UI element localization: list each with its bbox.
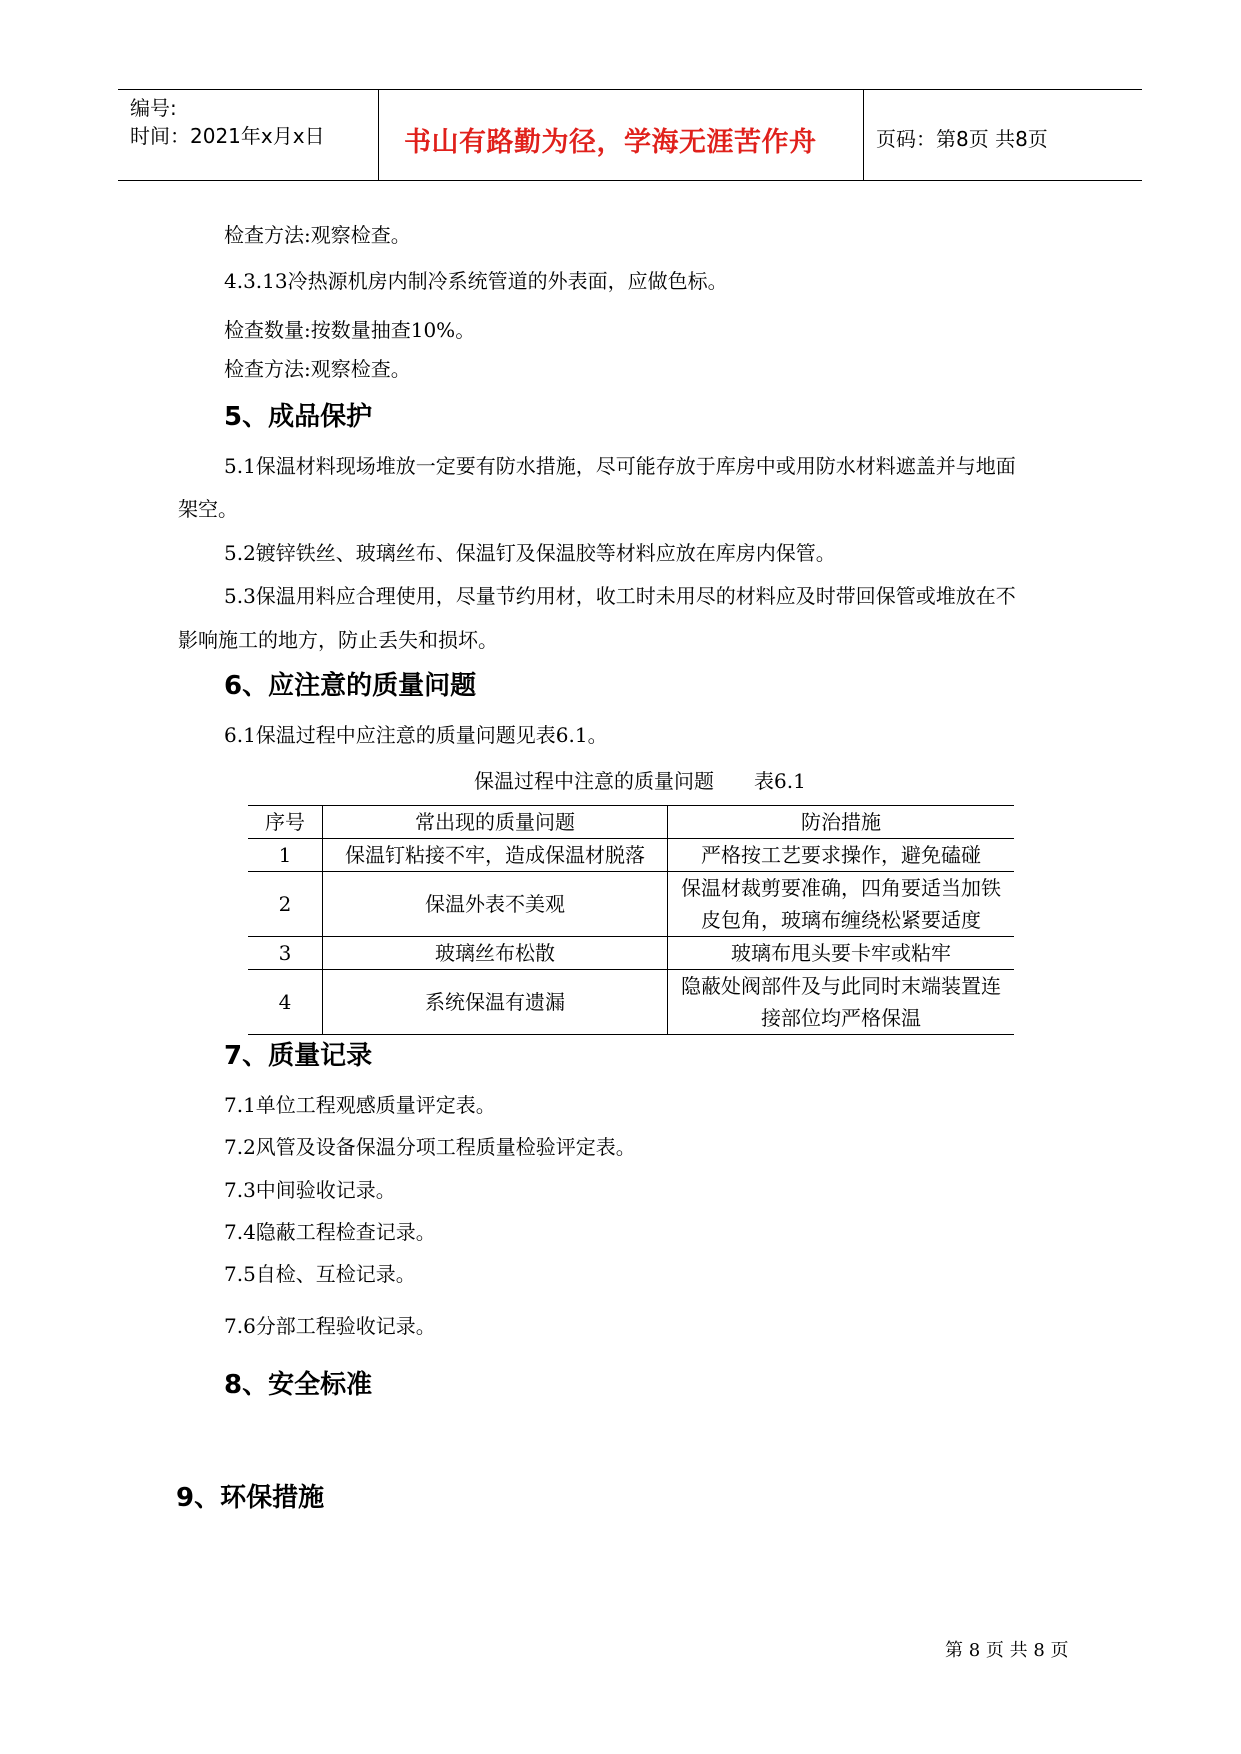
section6-intro: 6.1保温过程中应注意的质量问题见表6.1。 (224, 723, 608, 747)
cell-problem: 保温钉粘接不牢，造成保温材脱落 (323, 839, 668, 872)
table-row (248, 937, 1014, 970)
cell-measure: 玻璃布甩头要卡牢或粘牢 (668, 937, 1015, 970)
footer-page-number: 第 8 页 共 8 页 (945, 1640, 1069, 1661)
header-number-label: 编号: (130, 96, 177, 120)
header-divider-left (378, 89, 379, 181)
section5-item: 5.1保温材料现场堆放一定要有防水措施，尽可能存放于库房中或用防水材料遮盖并与地面 (224, 454, 1016, 478)
section-heading-6: 6、应注意的质量问题 (224, 671, 477, 701)
header-bottom-rule (118, 180, 1142, 181)
table-caption-number: 表6.1 (754, 769, 806, 793)
paragraph: 检查方法:观察检查。 (224, 357, 411, 381)
cell-measure: 保温材裁剪要准确，四角要适当加铁皮包角，玻璃布缠绕松紧要适度 (668, 872, 1015, 937)
cell-problem: 系统保温有遗漏 (323, 970, 668, 1035)
cell-problem: 玻璃丝布松散 (323, 937, 668, 970)
table-row (248, 872, 1014, 937)
section5-item-continuation: 影响施工的地方，防止丢失和损坏。 (178, 628, 498, 652)
header-page-label: 页码：第8页 共8页 (876, 127, 1048, 151)
section7-item: 7.1单位工程观感质量评定表。 (224, 1093, 496, 1117)
table-caption (474, 765, 806, 794)
section-heading-7: 7、质量记录 (224, 1041, 373, 1071)
quality-issues-table (248, 805, 1014, 1035)
cell-no: 4 (248, 970, 323, 1035)
cell-measure: 严格按工艺要求操作，避免磕碰 (668, 839, 1015, 872)
section-heading-5: 5、成品保护 (224, 402, 373, 432)
table-header-row (248, 806, 1014, 839)
section5-item-continuation: 架空。 (178, 497, 238, 521)
section-heading-9: 9、环保措施 (176, 1483, 325, 1513)
section5-item: 5.2镀锌铁丝、玻璃丝布、保温钉及保温胶等材料应放在库房内保管。 (224, 541, 836, 565)
column-header-measure: 防治措施 (668, 806, 1015, 839)
section7-item: 7.5自检、互检记录。 (224, 1262, 416, 1286)
cell-no: 3 (248, 937, 323, 970)
paragraph: 4.3.13冷热源机房内制冷系统管道的外表面，应做色标。 (224, 269, 728, 293)
section7-item: 7.6分部工程验收记录。 (224, 1314, 436, 1338)
cell-problem: 保温外表不美观 (323, 872, 668, 937)
section5-item: 5.3保温用料应合理使用，尽量节约用材，收工时未用尽的材料应及时带回保管或堆放在不 (224, 584, 1016, 608)
column-header-problem: 常出现的质量问题 (323, 806, 668, 839)
section7-item: 7.2风管及设备保温分项工程质量检验评定表。 (224, 1135, 636, 1159)
cell-measure: 隐蔽处阀部件及与此同时末端装置连接部位均严格保温 (668, 970, 1015, 1035)
table-row (248, 839, 1014, 872)
header-motto: 书山有路勤为径，学海无涯苦作舟 (404, 127, 817, 158)
header-time-label: 时间：2021年x月x日 (130, 124, 325, 148)
column-header-no: 序号 (248, 806, 323, 839)
cell-no: 2 (248, 872, 323, 937)
table-row (248, 970, 1014, 1035)
paragraph: 检查数量:按数量抽查10%。 (224, 318, 476, 342)
header-divider-right (863, 89, 864, 181)
header-top-rule (118, 89, 1142, 90)
section-heading-8: 8、安全标准 (224, 1370, 373, 1400)
paragraph: 检查方法:观察检查。 (224, 223, 411, 247)
section7-item: 7.4隐蔽工程检查记录。 (224, 1220, 436, 1244)
cell-no: 1 (248, 839, 323, 872)
section7-item: 7.3中间验收记录。 (224, 1178, 396, 1202)
table-caption-title: 保温过程中注意的质量问题 (474, 769, 714, 793)
